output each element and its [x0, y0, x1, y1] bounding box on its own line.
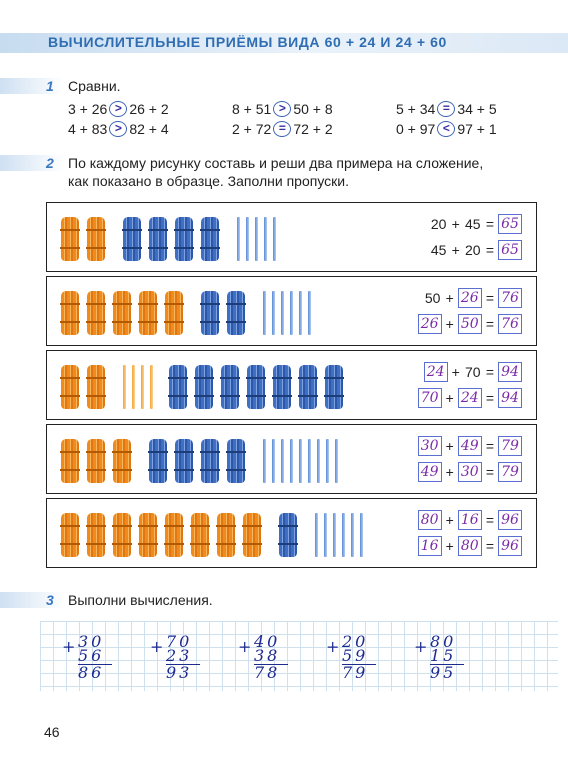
column-addition: + 70 23 93: [166, 635, 192, 680]
answer-box[interactable]: 30: [418, 436, 442, 456]
equation: 45 + 20 = 65: [430, 240, 522, 260]
answer-box[interactable]: 26: [418, 314, 442, 334]
answer-box[interactable]: 76: [498, 288, 522, 308]
task-instruction: Выполни вычисления.: [68, 592, 213, 608]
comparison-item: 0 + 97 < 97 + 1: [396, 121, 497, 137]
picture-row: [46, 202, 537, 272]
answer-box[interactable]: 49: [418, 462, 442, 482]
task-instruction-line: как показано в образце. Заполни пропуски.: [68, 173, 349, 189]
page-title: ВЫЧИСЛИТЕЛЬНЫЕ ПРИЁМЫ ВИДА 60 + 24 И 24 + 60: [48, 34, 447, 50]
column-addition: + 80 15 95: [430, 635, 456, 680]
answer-box[interactable]: 80: [458, 536, 482, 556]
answer-box[interactable]: 96: [498, 536, 522, 556]
task-marker-band: [0, 592, 64, 608]
task-number: 3: [46, 592, 54, 608]
comparison-item: 2 + 72 = 72 + 2: [232, 121, 333, 137]
task-instruction: Сравни.: [68, 78, 121, 94]
answer-box[interactable]: 30: [458, 462, 482, 482]
comparison-item: 5 + 34 = 34 + 5: [396, 101, 497, 117]
answer-box[interactable]: 24: [424, 362, 448, 382]
equation: 26 + 50 = 76: [418, 314, 522, 334]
task-number: 2: [46, 155, 54, 171]
sticks-picture: [61, 361, 351, 409]
answer-box[interactable]: 70: [418, 388, 442, 408]
comparison-sign: >: [273, 101, 291, 117]
comparison-sign: <: [437, 121, 455, 137]
squared-grid: [40, 621, 558, 691]
comparison-sign: >: [109, 101, 127, 117]
answer-box[interactable]: 79: [498, 436, 522, 456]
comparison-sign: =: [273, 121, 291, 137]
picture-row: [46, 276, 537, 346]
answer-box[interactable]: 96: [498, 510, 522, 530]
equation: 16 + 80 = 96: [418, 536, 522, 556]
comparison-item: 4 + 83 > 82 + 4: [68, 121, 169, 137]
picture-row: [46, 424, 537, 494]
equation: 30 + 49 = 79: [418, 436, 522, 456]
task-instruction-line: По каждому рисунку составь и реши два примера на сложение,: [68, 155, 484, 171]
task-marker-band: [0, 78, 64, 94]
answer-box[interactable]: 50: [458, 314, 482, 334]
answer-box[interactable]: 80: [418, 510, 442, 530]
sticks-picture: [61, 213, 282, 261]
equation: 80 + 16 = 96: [418, 510, 522, 530]
sticks-picture: [61, 509, 369, 557]
equation: 20 + 45 = 65: [430, 214, 522, 234]
answer-box[interactable]: 16: [418, 536, 442, 556]
column-addition: + 30 56 86: [78, 635, 104, 680]
task-marker-band: [0, 155, 64, 171]
equation: 49 + 30 = 79: [418, 462, 522, 482]
equation: 24 + 70 = 94: [424, 362, 522, 382]
answer-box[interactable]: 76: [498, 314, 522, 334]
picture-row: [46, 350, 537, 420]
sticks-picture: [61, 287, 317, 335]
comparison-sign: >: [109, 121, 127, 137]
page-number: 46: [44, 724, 60, 740]
answer-box[interactable]: 94: [498, 388, 522, 408]
task-number: 1: [46, 78, 54, 94]
comparison-sign: =: [437, 101, 455, 117]
answer-box[interactable]: 79: [498, 462, 522, 482]
picture-row: [46, 498, 537, 568]
answer-box[interactable]: 49: [458, 436, 482, 456]
sticks-picture: [61, 435, 344, 483]
answer-box[interactable]: 65: [498, 214, 522, 234]
answer-box[interactable]: 65: [498, 240, 522, 260]
answer-box[interactable]: 16: [458, 510, 482, 530]
answer-box[interactable]: 26: [458, 288, 482, 308]
answer-box[interactable]: 94: [498, 362, 522, 382]
equation: 50 + 26 = 76: [424, 288, 522, 308]
comparison-item: 8 + 51 > 50 + 8: [232, 101, 333, 117]
equation: 70 + 24 = 94: [418, 388, 522, 408]
answer-box[interactable]: 24: [458, 388, 482, 408]
column-addition: + 20 59 79: [342, 635, 368, 680]
column-addition: + 40 38 78: [254, 635, 280, 680]
comparison-item: 3 + 26 > 26 + 2: [68, 101, 169, 117]
